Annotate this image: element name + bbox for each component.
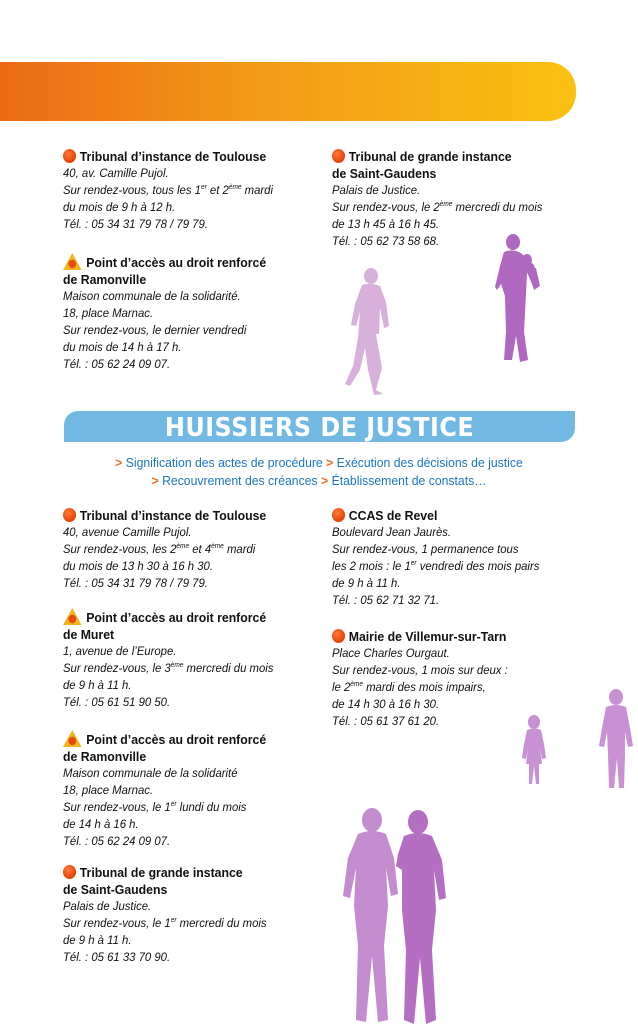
detail-text: mercredi du mois (452, 200, 543, 214)
two-women-silhouette (338, 806, 454, 1028)
entry-detail-line: de 14 h à 16 h. (63, 817, 139, 831)
detail-text: Sur rendez-vous, le 1 (63, 916, 171, 930)
ordinal-suffix: ème (211, 543, 224, 550)
woman-carrying-child-silhouette (494, 232, 546, 364)
entry-title-text: Tribunal d’instance de Toulouse (79, 508, 267, 523)
bottom-right-entry-1 (332, 507, 592, 609)
entry-detail-line: de 14 h 30 à 16 h 30. (332, 697, 440, 711)
orange-dot-icon (63, 149, 76, 163)
entry-detail-line: Tél. : 05 61 51 90 50. (63, 695, 171, 709)
entry-title-text: de Muret (63, 627, 115, 642)
top-right-entry-1 (332, 148, 592, 250)
detail-text: mercredi du mois (176, 916, 267, 930)
entry-title (63, 507, 305, 524)
entry-detail-line: 40, avenue Camille Pujol. (63, 525, 192, 539)
detail-text: mercredi du mois (183, 661, 274, 675)
detail-text: Sur rendez-vous, le 1 (63, 800, 171, 814)
detail-text: Sur rendez-vous, les 2 (63, 542, 177, 556)
entry-detail-line: Tél. : 05 62 24 09 07. (63, 834, 171, 848)
entry-detail-line: Tél. : 05 34 31 79 78 / 79 79. (63, 217, 208, 231)
detail-text: et 4 (189, 542, 212, 556)
orange-dot-icon (332, 508, 345, 522)
entry-detail-line: Tél. : 05 62 24 09 07. (63, 357, 171, 371)
header-gradient-bar (0, 62, 576, 121)
detail-text: mardi (241, 183, 274, 197)
detail-text: vendredi des mois pairs (416, 559, 540, 573)
entry-title (63, 881, 305, 898)
bottom-left-entry-1 (63, 507, 323, 592)
detail-text: lundi du mois (176, 800, 247, 814)
entry-title (63, 148, 305, 165)
bottom-right-entry-2 (332, 628, 592, 730)
detail-text: et 2 (206, 183, 229, 197)
entry-detail-line: du mois de 14 h à 17 h. (63, 340, 182, 354)
entry-detail-line: Palais de Justice. (332, 183, 421, 197)
ordinal-suffix: er (170, 917, 177, 924)
entry-detail-line: de 13 h 45 à 16 h 45. (332, 217, 440, 231)
ordinal-suffix: ème (439, 201, 453, 208)
entry-title (63, 730, 305, 748)
orange-dot-icon (332, 629, 345, 643)
service-label: Recouvrement des créances (162, 473, 318, 488)
ordinal-suffix: er (170, 801, 177, 808)
ordinal-suffix: ème (176, 543, 190, 550)
entry-detail-line: Tél. : 05 34 31 79 78 / 79 79. (63, 576, 208, 590)
detail-text: Sur rendez-vous, le 2 (332, 200, 440, 214)
adult-silhouette (596, 688, 636, 790)
bottom-left-entry-3 (63, 730, 323, 850)
separator-arrow: > (321, 473, 329, 488)
entry-title-text: Point d’accès au droit renforcé (86, 255, 267, 270)
entry-detail-line: Sur rendez-vous, 1 permanence tous (332, 542, 519, 556)
services-line-1 (19, 454, 619, 472)
entry-detail-line (63, 799, 305, 816)
walking-man-silhouette (338, 268, 398, 396)
top-left-entry-1 (63, 148, 323, 233)
entry-detail-line (63, 915, 305, 932)
entry-title-text: Tribunal de grande instance (348, 149, 512, 164)
detail-text: mardi (223, 542, 256, 556)
entry-detail-line: Maison communale de la solidarité. (63, 289, 241, 303)
separator-arrow: > (151, 473, 159, 488)
bottom-left-entry-4 (63, 864, 323, 966)
entry-detail-line: de 9 h à 11 h. (63, 933, 132, 947)
entry-title (63, 608, 305, 626)
entry-detail-line: Tél. : 05 62 73 58 68. (332, 234, 440, 248)
entry-detail-line (332, 558, 574, 575)
entry-detail-line: du mois de 13 h 30 à 16 h 30. (63, 559, 213, 573)
entry-detail-line: 18, place Marnac. (63, 783, 154, 797)
entry-title-text: Tribunal de grande instance (79, 865, 243, 880)
separator-arrow: > (326, 455, 334, 470)
warning-triangle-icon (63, 730, 82, 747)
ordinal-suffix: ème (228, 184, 242, 191)
entry-title (63, 271, 305, 288)
entry-detail-line: Tél. : 05 61 33 70 90. (63, 950, 171, 964)
top-left-entry-2 (63, 253, 323, 373)
service-label: Signification des actes de procédure (125, 455, 323, 470)
entry-detail-line: Boulevard Jean Jaurès. (332, 525, 452, 539)
entry-title-text: Mairie de Villemur-sur-Tarn (348, 629, 507, 644)
separator-arrow: > (115, 455, 123, 470)
entry-title-text: de Saint-Gaudens (63, 882, 168, 897)
entry-detail-line: Tél. : 05 61 37 61 20. (332, 714, 440, 728)
ordinal-suffix: er (200, 184, 207, 191)
detail-text: Sur rendez-vous, tous les 1 (63, 183, 201, 197)
warning-triangle-icon (63, 253, 82, 270)
entry-title (332, 628, 574, 645)
entry-title (63, 253, 305, 271)
ordinal-suffix: er (410, 560, 417, 567)
entry-detail-line: Maison communale de la solidarité (63, 766, 238, 780)
detail-text: Sur rendez-vous, le 3 (63, 661, 171, 675)
ordinal-suffix: ème (350, 681, 363, 688)
service-label: Établissement de constats… (331, 473, 487, 488)
bottom-left-entry-2 (63, 608, 323, 711)
entry-title-text: de Ramonville (63, 272, 147, 287)
entry-detail-line (332, 679, 574, 696)
entry-title-text: Point d’accès au droit renforcé (86, 732, 267, 747)
entry-detail-line: Sur rendez-vous, 1 mois sur deux : (332, 663, 508, 677)
entry-title (332, 148, 574, 165)
entry-title-text: de Ramonville (63, 749, 147, 764)
entry-title (332, 507, 574, 524)
service-label: Exécution des décisions de justice (336, 455, 523, 470)
entry-detail-line: Place Charles Ourgaut. (332, 646, 450, 660)
entry-detail-line: Tél. : 05 62 71 32 71. (332, 593, 440, 607)
entry-title (63, 748, 305, 765)
entry-detail-line (63, 182, 305, 199)
entry-detail-line: Sur rendez-vous, le dernier vendredi (63, 323, 247, 337)
child-silhouette (520, 714, 548, 786)
entry-title (63, 864, 305, 881)
orange-dot-icon (332, 149, 345, 163)
section-banner-title: HUISSIERS DE JUSTICE (164, 413, 475, 443)
entry-detail-line (63, 541, 305, 558)
services-line-2 (19, 472, 619, 490)
entry-detail-line: 40, av. Camille Pujol. (63, 166, 169, 180)
detail-text: le 2 (332, 680, 351, 694)
ordinal-suffix: ème (170, 662, 184, 669)
entry-title (63, 626, 305, 643)
entry-detail-line: Palais de Justice. (63, 899, 152, 913)
entry-detail-line: de 9 h à 11 h. (332, 576, 401, 590)
entry-title-text: de Saint-Gaudens (332, 166, 437, 181)
entry-detail-line (63, 660, 305, 677)
orange-dot-icon (63, 865, 76, 879)
entry-title (332, 165, 574, 182)
entry-detail-line: 1, avenue de l’Europe. (63, 644, 177, 658)
entry-title-text: Point d’accès au droit renforcé (86, 610, 267, 625)
entry-detail-line: de 9 h à 11 h. (63, 678, 132, 692)
entry-detail-line: du mois de 9 h à 12 h. (63, 200, 176, 214)
detail-text: mardi des mois impairs, (362, 680, 486, 694)
entry-title-text: CCAS de Revel (348, 508, 438, 523)
entry-detail-line (332, 199, 574, 216)
warning-triangle-icon (63, 608, 82, 625)
detail-text: les 2 mois : le 1 (332, 559, 411, 573)
entry-title-text: Tribunal d’instance de Toulouse (79, 149, 267, 164)
orange-dot-icon (63, 508, 76, 522)
entry-detail-line: 18, place Marnac. (63, 306, 154, 320)
